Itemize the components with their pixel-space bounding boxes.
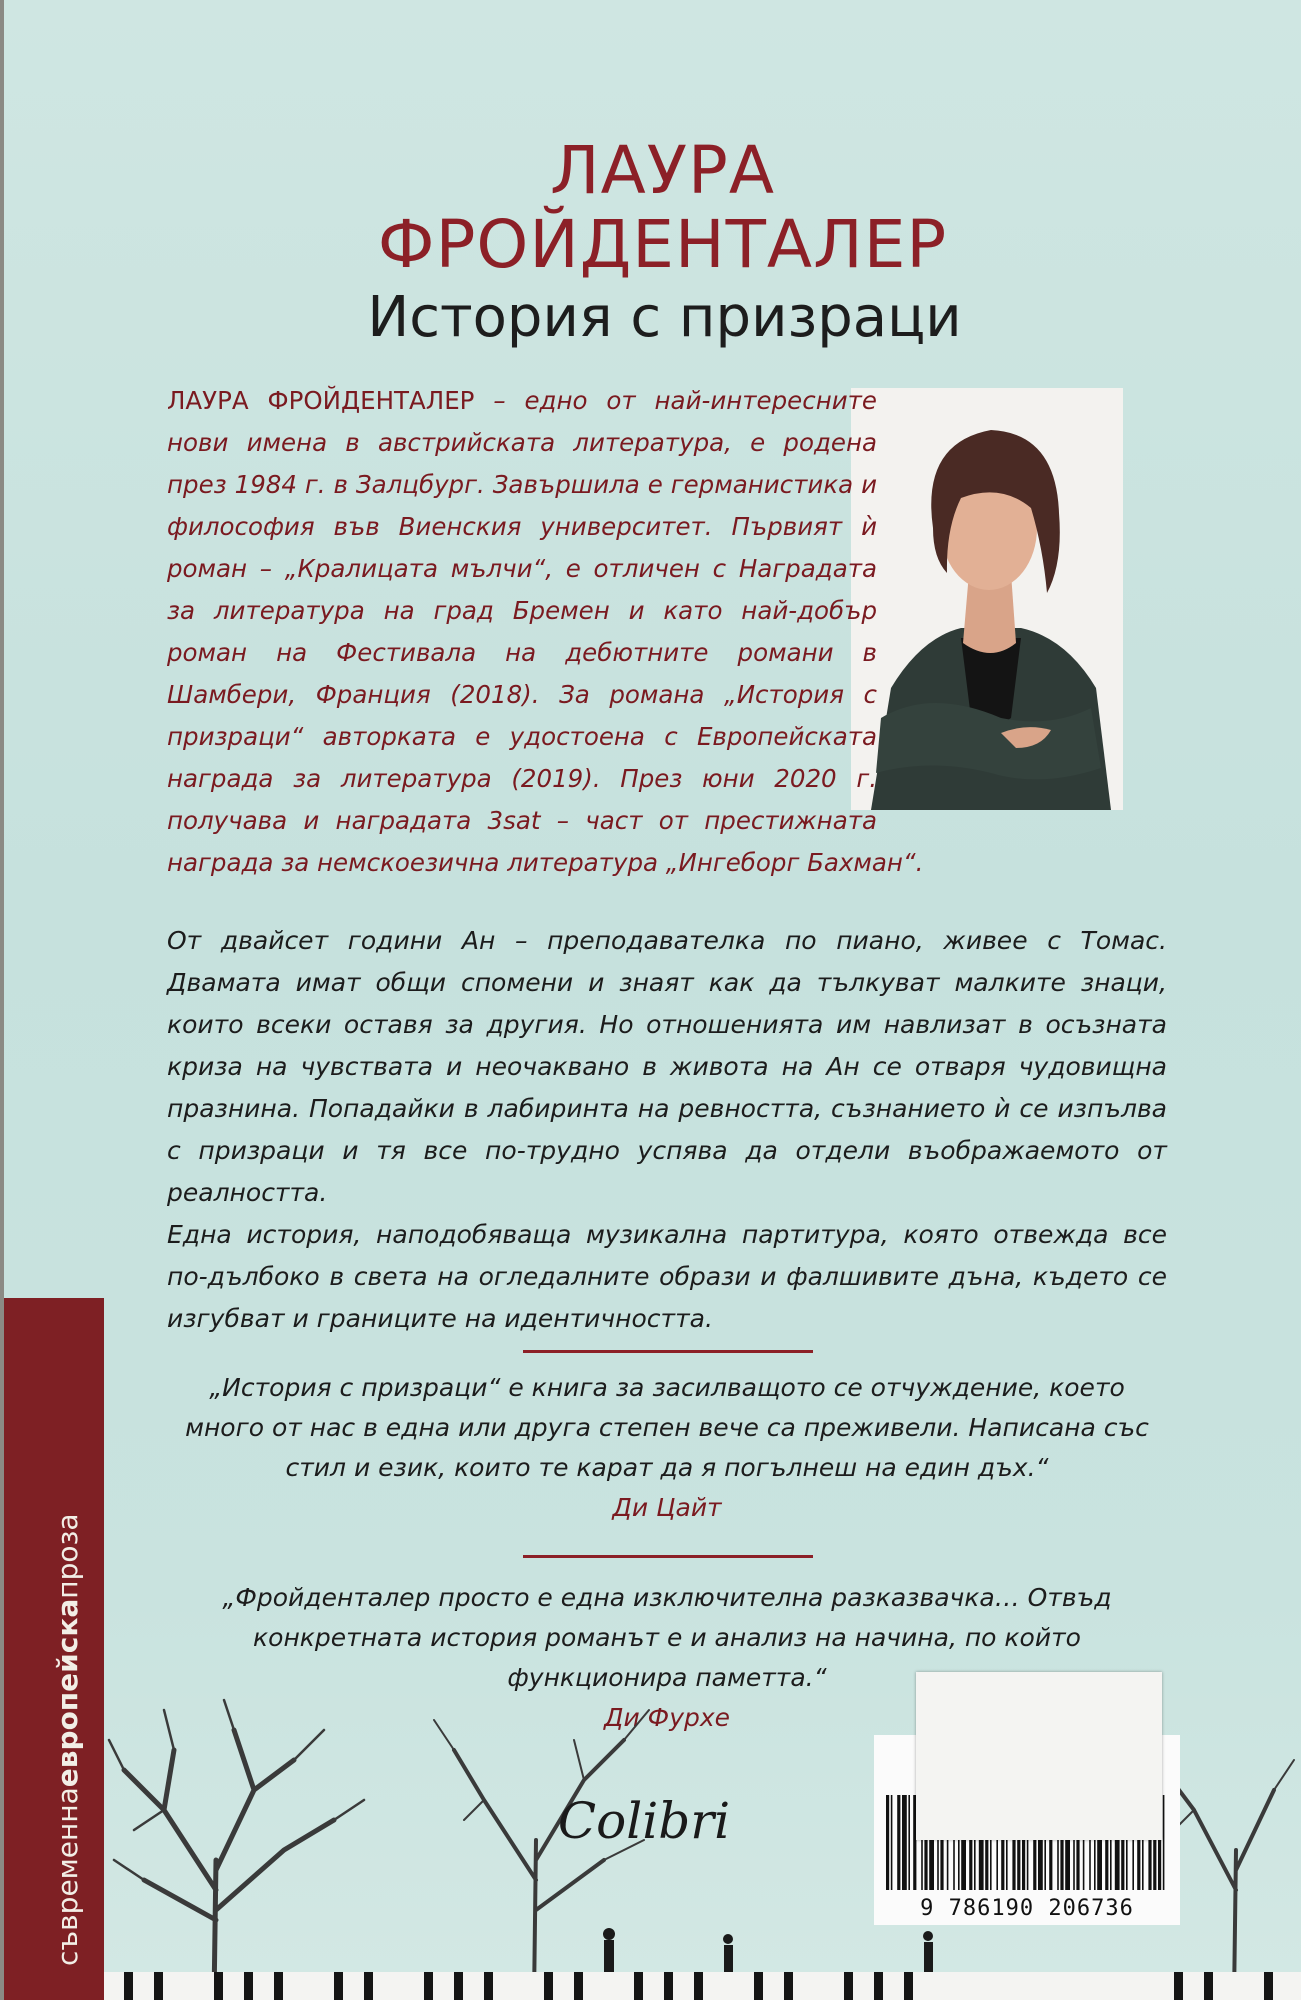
description-paragraph-2: Една история, наподобяваща музикална партитура, която отвежда все по-дълбоко в света на огледалните образи и фалшивите дъна, където се изгубват и границите на идентичността. xyxy=(167,1220,1167,1333)
description-paragraph-1: От двайсет години Ан – преподавателка по пиано, живее с Томас. Двамата имат общи спомени и знаят как да тълкуват малките знаци, които всеки оставя за другия. Но отношенията им навлизат в осъзната криза на чувствата и неочаквано в живота на Ан се отваря чудовищна празнина. Попадайки в лабиринта на ревността, съзнанието ѝ се изпълва с призраци и тя все по-трудно успява да отдели въображаемото от реалността. xyxy=(167,926,1167,1207)
isbn-number: 9 786190 206736 xyxy=(920,1896,1134,1921)
review-quote-source: Ди Фурхе xyxy=(603,1703,731,1732)
review-quote-text: „История с призраци“ е книга за засилващото се отчуждение, което много от нас в една или друга степен вече са преживели. Написана със стил и език, които те карат да я погълнеш на един дъх.“ xyxy=(185,1373,1149,1482)
publisher-logo xyxy=(544,1786,744,1856)
barcode-bar xyxy=(886,1795,889,1890)
author-bio xyxy=(167,380,1167,884)
review-quote-text: „Фройденталер просто е една изключителна разказвачка… Отвъд конкретната история романът е и анализ на начина, по който функционира паметта.“ xyxy=(222,1583,1112,1692)
barcode-bar xyxy=(891,1795,893,1890)
author-bio-name: ЛАУРА ФРОЙДЕНТАЛЕР xyxy=(167,386,475,415)
series-label-part: проза xyxy=(51,1513,84,1599)
author-name-first: ЛАУРА xyxy=(550,132,775,209)
series-label xyxy=(51,1513,84,1966)
price-sticker xyxy=(916,1672,1162,1840)
review-quote-1 xyxy=(167,1368,1167,1528)
author-name-last: ФРОЙДЕНТАЛЕР xyxy=(377,206,948,283)
barcode-bar xyxy=(902,1795,907,1890)
divider xyxy=(523,1555,813,1558)
author-bio-text: – едно от най-интересните нови имена в австрийската литература, е родена през 1984 г. в Залцбург. Завършила е германистика и философия във Виенския университет. Първият ѝ роман – „Кралицата мълчи“, е отличен с Наградата за литература на град Бремен и като най-добър роман на Фестивала на дебютните романи в Шамбери, Франция (2018). За романа „История с призраци“ авторката е удостоена с Европейската награда за литература (2019). През юни 2020 г. получава и наградата 3sat – част от престижната награда за немскоезична литература „Ингеборг Бахман“. xyxy=(167,386,924,877)
review-quote-source: Ди Цайт xyxy=(612,1493,722,1522)
barcode-bar xyxy=(1163,1795,1165,1890)
barcode-bar xyxy=(908,1795,910,1890)
book-back-cover xyxy=(4,0,1301,2000)
barcode-bar xyxy=(897,1795,900,1890)
series-label-part: съвременна xyxy=(51,1787,84,1966)
series-label-highlight: европейска xyxy=(51,1598,84,1788)
book-title: История с призраци xyxy=(367,285,962,350)
book-description xyxy=(167,920,1167,1340)
photo-spacer xyxy=(877,380,1167,820)
divider xyxy=(523,1350,813,1353)
publisher-logo-text: Colibri xyxy=(557,1792,731,1850)
